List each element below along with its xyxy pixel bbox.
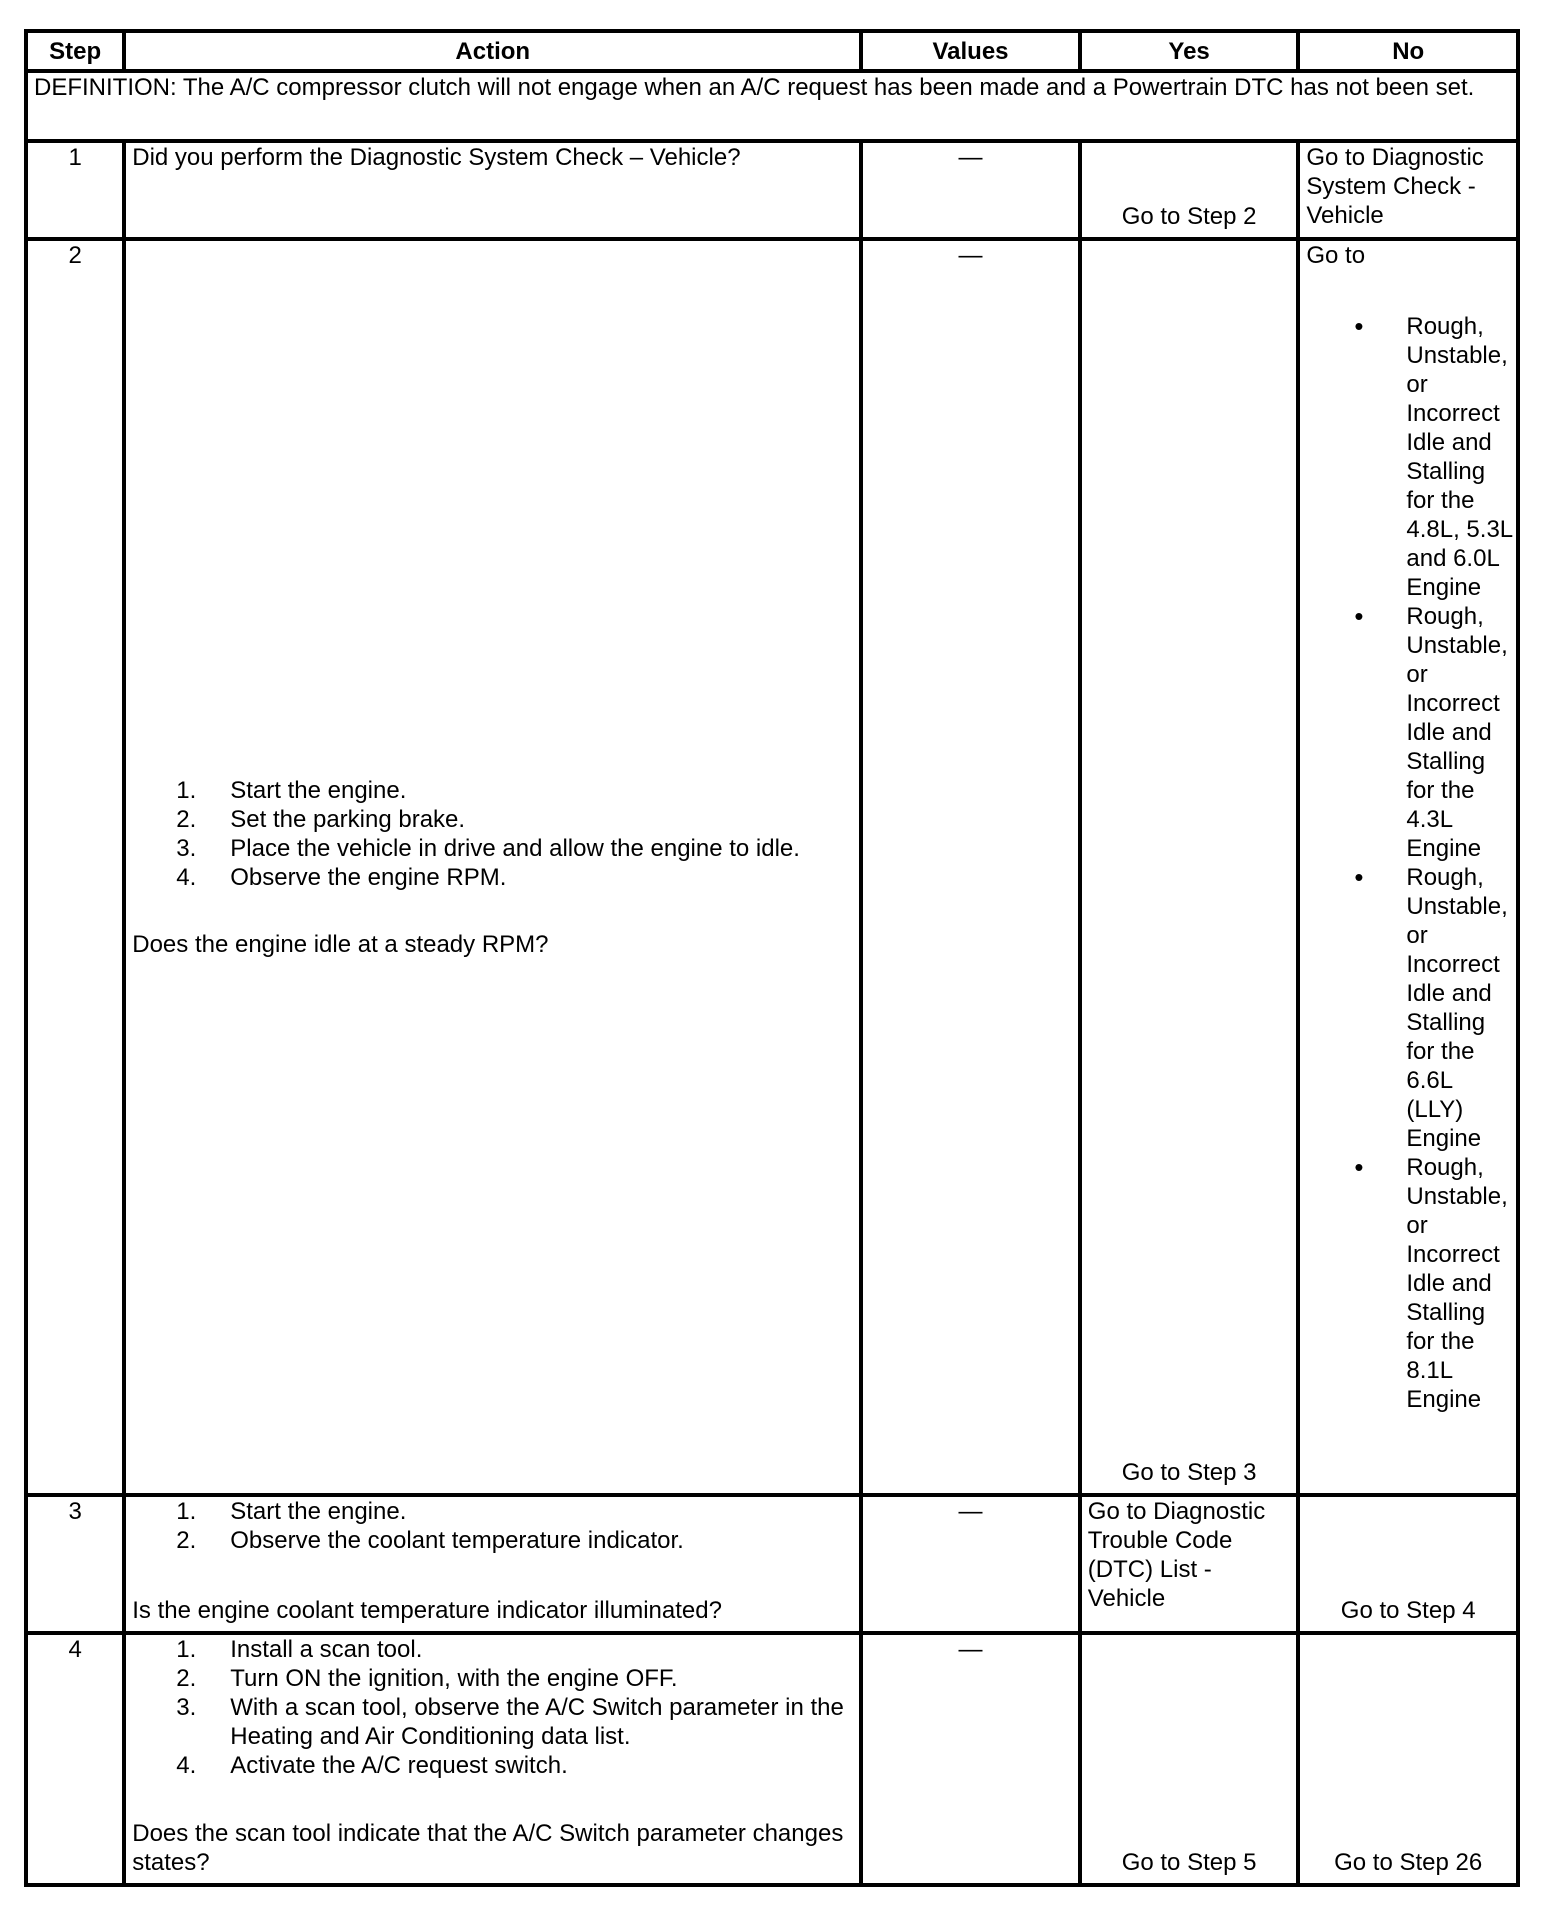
action-step: Place the vehicle in drive and allow the engine to idle. — [230, 834, 800, 862]
table-row — [26, 141, 1518, 239]
no-link[interactable]: Go to Step 4 — [1340, 1597, 1476, 1624]
action-steps — [132, 1497, 853, 1555]
values-cell: — — [861, 239, 1080, 1495]
no-link[interactable]: Go to Step 26 — [1334, 1849, 1483, 1876]
no-link[interactable]: • Rough, Unstable, or Incorrect Idle and Stalling for the 4.3L Engine — [1406, 602, 1514, 863]
action-step: Set the parking brake. — [230, 805, 466, 833]
step-number: 4 — [26, 1633, 124, 1885]
yes-link[interactable]: Go to Step 3 — [1121, 1459, 1257, 1486]
header-values: Values — [861, 31, 1080, 71]
values-cell: — — [861, 1633, 1080, 1885]
action-step: Start the engine. — [230, 776, 407, 804]
action-steps — [132, 776, 853, 892]
action-step: With a scan tool, observe the A/C Switch parameter in the Heating and Air Conditioning data list. — [230, 1694, 844, 1750]
no-link[interactable]: • Rough, Unstable, or Incorrect Idle and Stalling for the 4.8L, 5.3L and 6.0L Engine — [1406, 312, 1514, 602]
table-row — [26, 239, 1518, 1495]
no-cell — [1298, 141, 1518, 239]
action-cell — [124, 239, 861, 1495]
values-cell: — — [861, 141, 1080, 239]
no-link-list — [1306, 312, 1514, 1414]
action-step: Observe the engine RPM. — [230, 863, 507, 891]
yes-link[interactable]: Go to Step 5 — [1121, 1849, 1257, 1876]
step-number: 1 — [26, 141, 124, 239]
yes-cell — [1080, 141, 1299, 239]
yes-link[interactable]: Go to Step 2 — [1121, 203, 1257, 230]
definition-row — [26, 71, 1518, 141]
step-number: 3 — [26, 1495, 124, 1633]
yes-cell — [1080, 1495, 1299, 1633]
no-link[interactable]: • Rough, Unstable, or Incorrect Idle and Stalling for the 6.6L (LLY) Engine — [1406, 863, 1514, 1153]
yes-cell — [1080, 1633, 1299, 1885]
no-cell — [1298, 1633, 1518, 1885]
no-link[interactable]: Go to Diagnostic System Check - Vehicle — [1306, 144, 1484, 229]
action-step: Observe the coolant temperature indicator. — [230, 1527, 684, 1554]
no-cell — [1298, 239, 1518, 1495]
header-no: No — [1298, 31, 1518, 71]
no-link[interactable]: • Rough, Unstable, or Incorrect Idle and Stalling for the 8.1L Engine — [1406, 1153, 1514, 1414]
table-row — [26, 1633, 1518, 1885]
diagnostic-table — [24, 29, 1520, 1887]
table-row — [26, 1495, 1518, 1633]
action-question: Is the engine coolant temperature indicator illuminated? — [132, 1597, 722, 1624]
action-step: Install a scan tool. — [230, 1636, 423, 1663]
no-cell — [1298, 1495, 1518, 1633]
header-row — [26, 31, 1518, 71]
action-question: Does the scan tool indicate that the A/C Switch parameter changes states? — [132, 1820, 844, 1876]
step-number: 2 — [26, 239, 124, 1495]
action-step: Turn ON the ignition, with the engine OFF. — [230, 1665, 678, 1692]
action-question: Does the engine idle at a steady RPM? — [132, 930, 549, 958]
action-cell — [124, 1633, 861, 1885]
action-cell — [124, 1495, 861, 1633]
action-cell — [124, 141, 861, 239]
header-yes: Yes — [1080, 31, 1299, 71]
header-step: Step — [26, 31, 124, 71]
yes-cell — [1080, 239, 1299, 1495]
action-steps — [132, 1635, 853, 1780]
action-question: Did you perform the Diagnostic System Check – Vehicle? — [132, 144, 741, 171]
header-action: Action — [124, 31, 861, 71]
action-step: Start the engine. — [230, 1498, 407, 1525]
action-step: Activate the A/C request switch. — [230, 1752, 568, 1779]
values-cell: — — [861, 1495, 1080, 1633]
yes-link[interactable]: Go to Diagnostic Trouble Code (DTC) List - Vehicle — [1087, 1498, 1266, 1612]
no-intro: Go to — [1306, 242, 1366, 269]
definition-text: DEFINITION: The A/C compressor clutch will not engage when an A/C request has been made and a Powertrain DTC has not been set. — [26, 71, 1518, 141]
